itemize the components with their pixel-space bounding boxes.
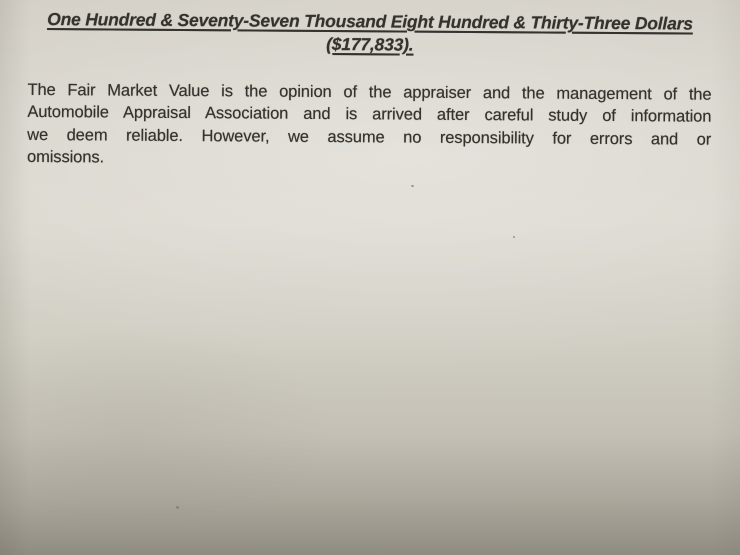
paper-speck xyxy=(411,185,414,187)
appraised-value-heading xyxy=(20,8,720,59)
disclaimer-paragraph xyxy=(27,79,712,173)
paper-speck xyxy=(176,506,179,509)
appraised-value-words: One Hundred & Seventy-Seven Thousand Eight Hundred & Thirty-Three Dollars xyxy=(47,9,693,34)
disclaimer-line: we deem reliable. However, we assume no responsibility for errors and or xyxy=(27,125,712,149)
disclaimer-line: Automobile Appraisal Association and is arrived after careful study of information xyxy=(27,103,712,126)
appraised-value-amount: ($177,833). xyxy=(326,33,414,55)
disclaimer-line: The Fair Market Value is the opinion of the appraiser and the management of the xyxy=(27,80,712,104)
paper-speck xyxy=(513,236,515,238)
disclaimer-line: omissions. xyxy=(26,147,105,167)
appraisal-document-page xyxy=(0,0,740,173)
